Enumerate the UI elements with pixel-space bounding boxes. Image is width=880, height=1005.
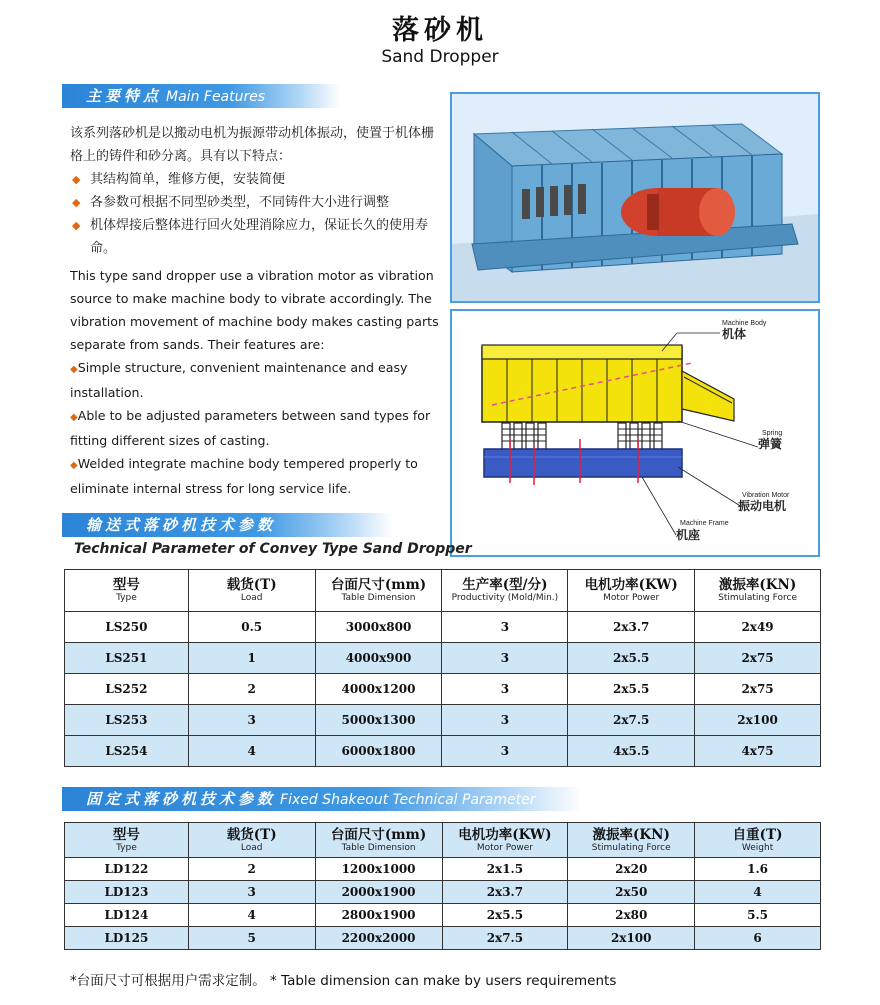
convey-banner xyxy=(62,513,392,537)
table-cell: 3000x800 xyxy=(315,612,442,643)
table-cell: 2x100 xyxy=(695,705,821,736)
label-frame-cn: 机座 xyxy=(676,528,701,542)
feature-bullet-en: ◆Welded integrate machine body tempered properly to eliminate internal stress for long service life. xyxy=(70,456,418,496)
features-intro-en: This type sand dropper use a vibration motor as vibration source to make machine body to vibrate accordingly. The vibration movement of machine body makes casting parts separate from sands. Their features are: xyxy=(70,268,439,352)
machine-diagram xyxy=(450,309,820,557)
feature-bullet-cn: ◆ 机体焊接后整体进行回火处理消除应力，保证长久的使用寿命。 xyxy=(70,214,435,260)
table-cell: LS250 xyxy=(65,612,189,643)
table-row xyxy=(65,674,821,705)
convey-title-en: Technical Parameter of Convey Type Sand Dropper xyxy=(74,541,472,557)
table-cell: 2 xyxy=(188,674,315,705)
table-row xyxy=(65,736,821,767)
table-cell: 5 xyxy=(188,927,315,950)
header-cell: 电机功率(KW) Motor Power xyxy=(568,570,695,612)
feature-bullet-cn: ◆ 各参数可根据不同型砂类型，不同铸件大小进行调整 xyxy=(70,191,435,214)
table-cell: LS254 xyxy=(65,736,189,767)
fixed-banner xyxy=(62,787,582,811)
label-machine-body-en: Machine Body xyxy=(722,320,767,327)
header-cell: 载货(T) Load xyxy=(188,570,315,612)
feature-bullet-en: ◆Simple structure, convenient maintenance and easy installation. xyxy=(70,360,408,400)
header-cell: 激振率(KN) Stimulating Force xyxy=(568,823,695,858)
label-motor-en: Vibration Motor xyxy=(742,492,790,499)
fixed-spec-table xyxy=(64,822,821,950)
table-cell: 0.5 xyxy=(188,612,315,643)
table-row xyxy=(65,927,821,950)
features-en xyxy=(70,264,440,500)
table-cell: 1.6 xyxy=(695,858,821,881)
table-cell: 2x75 xyxy=(695,643,821,674)
table-cell: 2x5.5 xyxy=(568,674,695,705)
fixed-banner-en: Fixed Shakeout Technical Parameter xyxy=(280,792,536,808)
table-cell: LS253 xyxy=(65,705,189,736)
label-spring-cn: 弹簧 xyxy=(758,437,783,451)
header-cell: 型号 Type xyxy=(65,823,189,858)
features-cn xyxy=(70,122,435,260)
table-cell: 6000x1800 xyxy=(315,736,442,767)
main-features-banner xyxy=(62,84,340,108)
table-cell: 2x50 xyxy=(568,881,695,904)
table-cell: 4 xyxy=(188,904,315,927)
table-cell: 2x5.5 xyxy=(442,904,568,927)
table-cell: 3 xyxy=(442,612,568,643)
table-cell: 4 xyxy=(695,881,821,904)
diamond-icon: ◆ xyxy=(70,460,78,471)
table-row xyxy=(65,904,821,927)
table-cell: LD123 xyxy=(65,881,189,904)
table-cell: 2x20 xyxy=(568,858,695,881)
table-cell: 4000x1200 xyxy=(315,674,442,705)
table-cell: 2x7.5 xyxy=(442,927,568,950)
table-cell: 2200x2000 xyxy=(315,927,442,950)
header-cell: 台面尺寸(mm) Table Dimension xyxy=(315,570,442,612)
header-cell: 台面尺寸(mm) Table Dimension xyxy=(315,823,442,858)
table-cell: 2x3.7 xyxy=(442,881,568,904)
table-cell: 3 xyxy=(188,881,315,904)
table-cell: LS251 xyxy=(65,643,189,674)
table-cell: 3 xyxy=(442,643,568,674)
table-cell: 2x7.5 xyxy=(568,705,695,736)
table-cell: 4x75 xyxy=(695,736,821,767)
table-cell: 2x75 xyxy=(695,674,821,705)
table-row xyxy=(65,705,821,736)
machine-diagram-illustration xyxy=(452,311,818,555)
table-cell: 5.5 xyxy=(695,904,821,927)
page-title-cn: 落砂机 xyxy=(392,15,488,46)
table-cell: 3 xyxy=(442,674,568,705)
table-cell: 4x5.5 xyxy=(568,736,695,767)
table-cell: LD122 xyxy=(65,858,189,881)
table-cell: 2800x1900 xyxy=(315,904,442,927)
fixed-banner-cn: 固定式落砂机技术参数 xyxy=(86,790,277,808)
header-cell: 生产率(型/分) Productivity (Mold/Min.) xyxy=(442,570,568,612)
table-cell: 2 xyxy=(188,858,315,881)
table-cell: 1200x1000 xyxy=(315,858,442,881)
label-frame-en: Machine Frame xyxy=(680,520,729,527)
table-cell: 2x49 xyxy=(695,612,821,643)
table-cell: 4 xyxy=(188,736,315,767)
table-cell: 2x5.5 xyxy=(568,643,695,674)
table-row xyxy=(65,612,821,643)
feature-bullet-cn: ◆ 其结构简单，维修方便，安装简便 xyxy=(70,168,435,191)
header-cell: 自重(T) Weight xyxy=(695,823,821,858)
convey-banner-cn: 输送式落砂机技术参数 xyxy=(86,516,277,534)
table-cell: 3 xyxy=(442,705,568,736)
convey-spec-table xyxy=(64,569,821,767)
table-cell: LS252 xyxy=(65,674,189,705)
main-features-banner-cn: 主要特点 xyxy=(86,87,163,105)
header-cell: 激振率(KN) Stimulating Force xyxy=(695,570,821,612)
table-cell: 6 xyxy=(695,927,821,950)
diamond-icon: ◆ xyxy=(70,364,78,375)
main-features-banner-en: Main Features xyxy=(166,89,266,105)
machine-photo xyxy=(450,92,820,303)
diamond-icon: ◆ xyxy=(70,412,78,423)
label-motor-cn: 振动电机 xyxy=(738,499,787,513)
page-title-en: Sand Dropper xyxy=(381,47,499,67)
table-cell: 1 xyxy=(188,643,315,674)
table-cell: 3 xyxy=(188,705,315,736)
table-cell: 4000x900 xyxy=(315,643,442,674)
table-row xyxy=(65,858,821,881)
machine-photo-illustration xyxy=(452,94,818,301)
feature-bullet-en: ◆Able to be adjusted parameters between sand types for fitting different sizes of casting. xyxy=(70,408,431,448)
table-cell: 5000x1300 xyxy=(315,705,442,736)
table-cell: 2x1.5 xyxy=(442,858,568,881)
header-cell: 电机功率(KW) Motor Power xyxy=(442,823,568,858)
table-cell: 2x3.7 xyxy=(568,612,695,643)
table-header-row xyxy=(65,570,821,612)
features-intro-cn: 该系列落砂机是以搬动电机为振源带动机体振动，使置于机体栅格上的铸件和砂分离。具有以下特点： xyxy=(70,126,435,164)
table-cell: LD125 xyxy=(65,927,189,950)
label-spring-en: Spring xyxy=(762,430,783,437)
table-header-row xyxy=(65,823,821,858)
table-row xyxy=(65,881,821,904)
header-cell: 载货(T) Load xyxy=(188,823,315,858)
table-cell: 2x100 xyxy=(568,927,695,950)
header-cell: 型号 Type xyxy=(65,570,189,612)
table-row xyxy=(65,643,821,674)
table-cell: LD124 xyxy=(65,904,189,927)
footnote: *台面尺寸可根据用户需求定制。 * Table dimension can make by users requirements xyxy=(70,973,617,989)
table-cell: 2000x1900 xyxy=(315,881,442,904)
label-machine-body-cn: 机体 xyxy=(722,327,747,341)
table-cell: 3 xyxy=(442,736,568,767)
table-cell: 2x80 xyxy=(568,904,695,927)
